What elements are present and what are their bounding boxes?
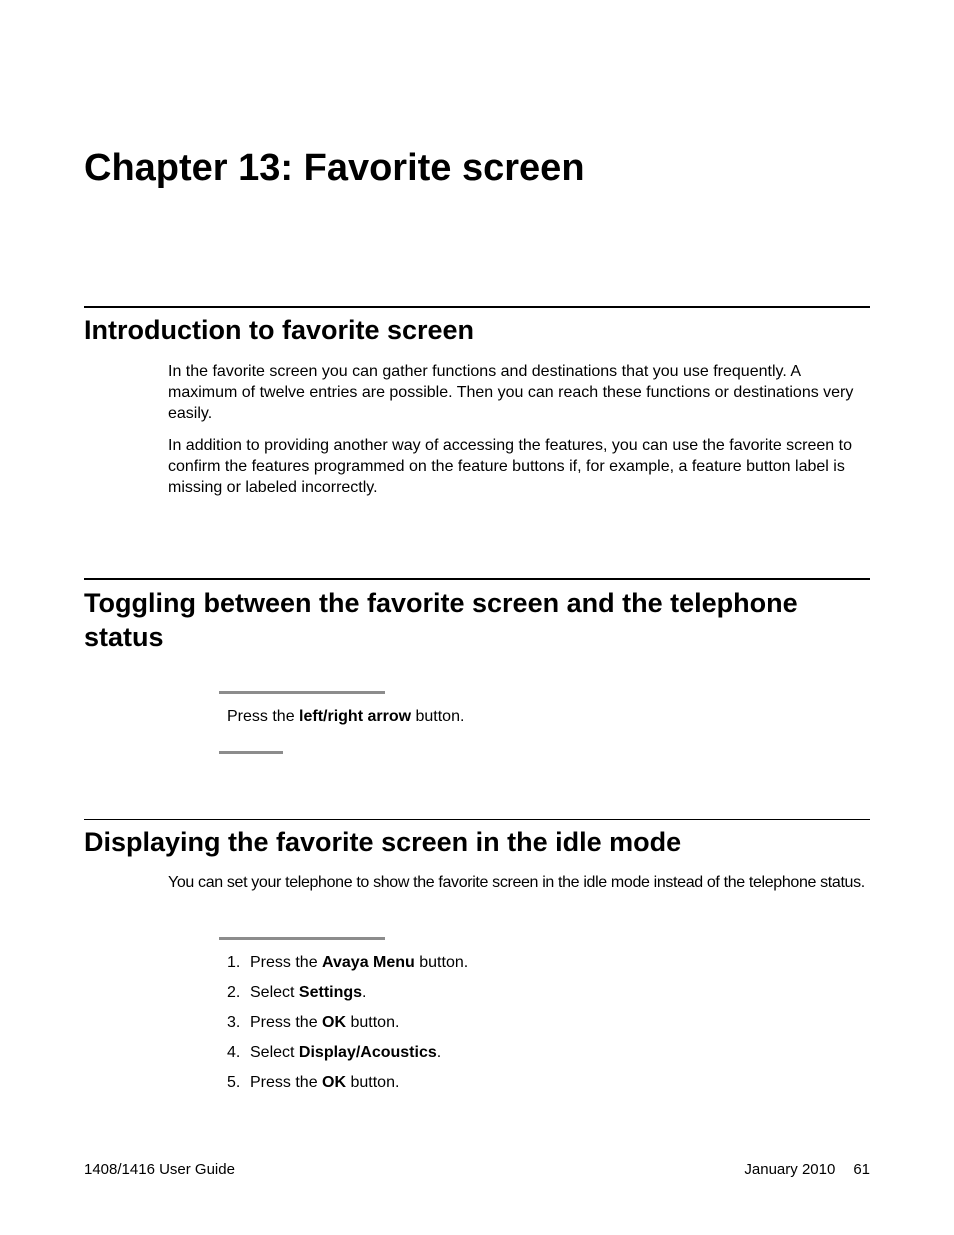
section-heading-introduction: Introduction to favorite screen [84,315,475,345]
procedure-end-bar [219,751,283,754]
section-divider [84,578,870,580]
page-number: 61 [853,1161,870,1178]
section-heading-toggling: Toggling between the favorite screen and the telephone status [84,588,798,652]
idle-mode-steps [227,953,468,1103]
footer-date-page [744,1161,870,1179]
list-item: 4. Select Display/Acoustics. [227,1044,442,1061]
section-heading-idle-mode: Displaying the favorite screen in the idle mode [84,827,682,857]
chapter-title: Chapter 13: Favorite screen [84,147,585,189]
section-divider [84,819,870,820]
footer-date: January 2010 [744,1161,836,1178]
list-item: 5. Press the OK button. [227,1074,400,1091]
list-item: 3. Press the OK button. [227,1014,400,1031]
list-item: 1. Press the Avaya Menu button. [227,954,469,971]
intro-paragraph-1: In the favorite screen you can gather functions and destinations that you use frequently. A maximum of twelve entries are possible. Then you can reach these functions or destinations very easily. [168,363,854,422]
procedure-start-bar [219,937,385,940]
idle-mode-paragraph: You can set your telephone to show the favorite screen in the idle mode instead of the telephone status. [168,874,865,891]
section-divider [84,306,870,308]
left-right-arrow-label: left/right arrow [299,708,412,725]
footer-guide-title: 1408/1416 User Guide [84,1161,235,1178]
intro-paragraph-2: In addition to providing another way of accessing the features, you can use the favorite screen to confirm the features programmed on the feature buttons if, for example, a feature button label is missing or labeled incorrectly. [168,437,852,496]
procedure-start-bar [219,691,385,694]
toggle-step: Press the left/right arrow button. [227,708,465,725]
list-item: 2. Select Settings. [227,984,367,1001]
